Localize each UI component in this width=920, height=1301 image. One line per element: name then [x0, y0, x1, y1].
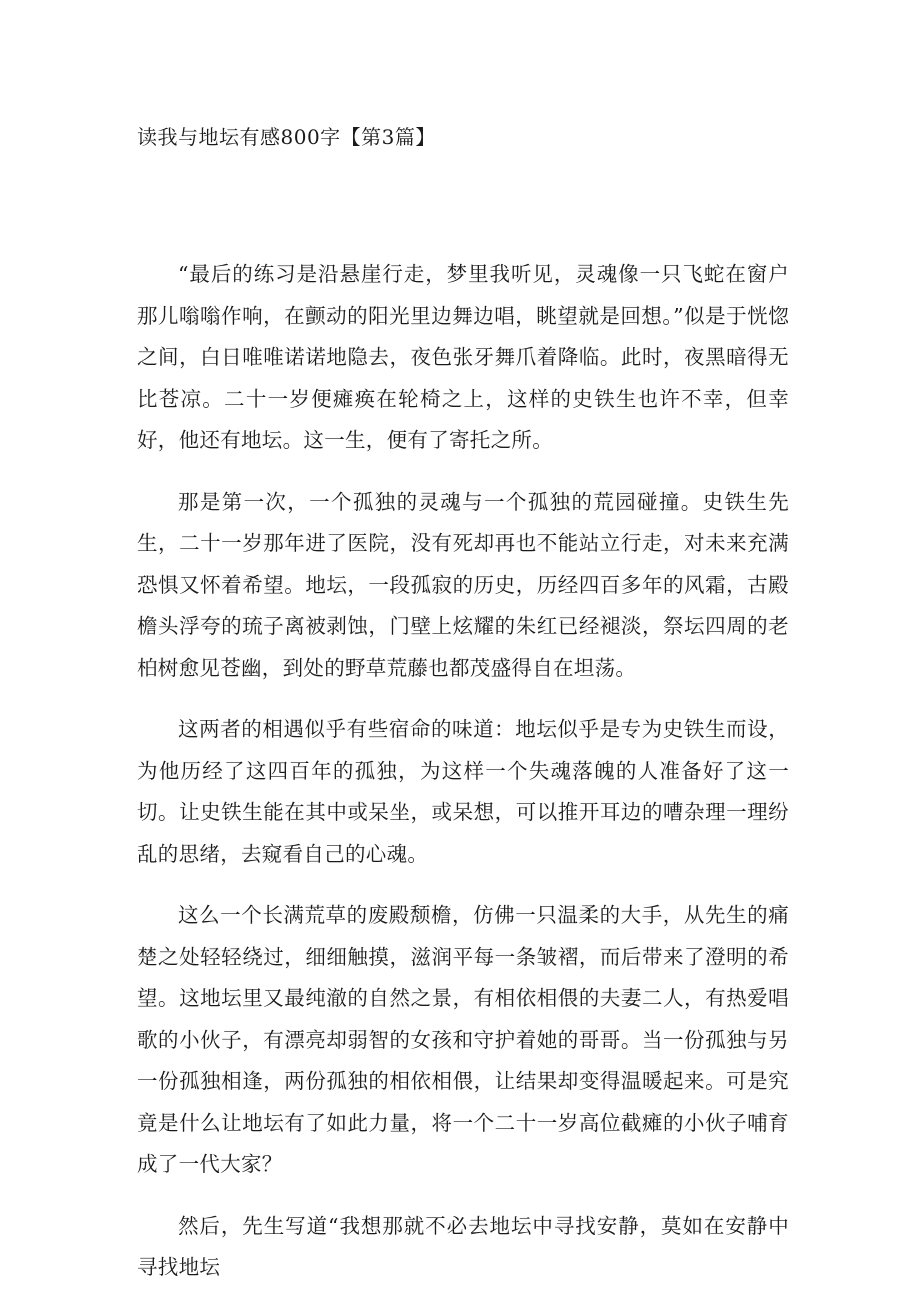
- paragraph: 那是第一次，一个孤独的灵魂与一个孤独的荒园碰撞。史铁生先生，二十一岁那年进了医院，没有死却再也不能站立行走，对未来充满恐惧又怀着希望。地坛，一段孤寂的历史，历经四百多年的风霜，古殿檐头浮夸的琉子离被剥蚀，门壁上炫耀的朱红已经褪淡，祭坛四周的老柏树愈见苍幽，到处的野草荒藤也都茂盛得自在坦荡。: [137, 489, 789, 680]
- document-body: [137, 254, 789, 1289]
- paragraph: “最后的练习是沿悬崖行走，梦里我听见，灵魂像一只飞蛇在窗户那儿嗡嗡作响，在颤动的阳光里边舞边唱，眺望就是回想。”似是于恍惚之间，白日唯唯诺诺地隐去，夜色张牙舞爪着降临。此时，夜黑暗得无比苍凉。二十一岁便瘫痪在轮椅之上，这样的史铁生也许不幸，但幸好，他还有地坛。这一生，便有了寄托之所。: [137, 262, 789, 452]
- paragraph: 这两者的相遇似乎有些宿命的味道：地坛似乎是专为史铁生而设，为他历经了这四百年的孤独，为这样一个失魂落魄的人准备好了这一切。让史铁生能在其中或呆坐，或呆想，可以推开耳边的嘈杂理一理纷乱的思绪，去窥看自己的心魂。: [137, 717, 789, 866]
- paragraph: 这么一个长满荒草的废殿颓檐，仿佛一只温柔的大手，从先生的痛楚之处轻轻绕过，细细触摸，滋润平每一条皱褶，而后带来了澄明的希望。这地坛里又最纯澈的自然之景，有相依相偎的夫妻二人，有热爱唱歌的小伙子，有漂亮却弱智的女孩和守护着她的哥哥。当一份孤独与另一份孤独相逢，两份孤独的相依相偎，让结果却变得温暖起来。可是究竟是什么让地坛有了如此力量，将一个二十一岁高位截瘫的小伙子哺育成了一代大家？: [137, 903, 789, 1176]
- document-title: 读我与地坛有感800字【第3篇】: [137, 125, 436, 149]
- paragraph: 然后，先生写道“我想那就不必去地坛中寻找安静，莫如在安静中寻找地坛: [137, 1213, 789, 1279]
